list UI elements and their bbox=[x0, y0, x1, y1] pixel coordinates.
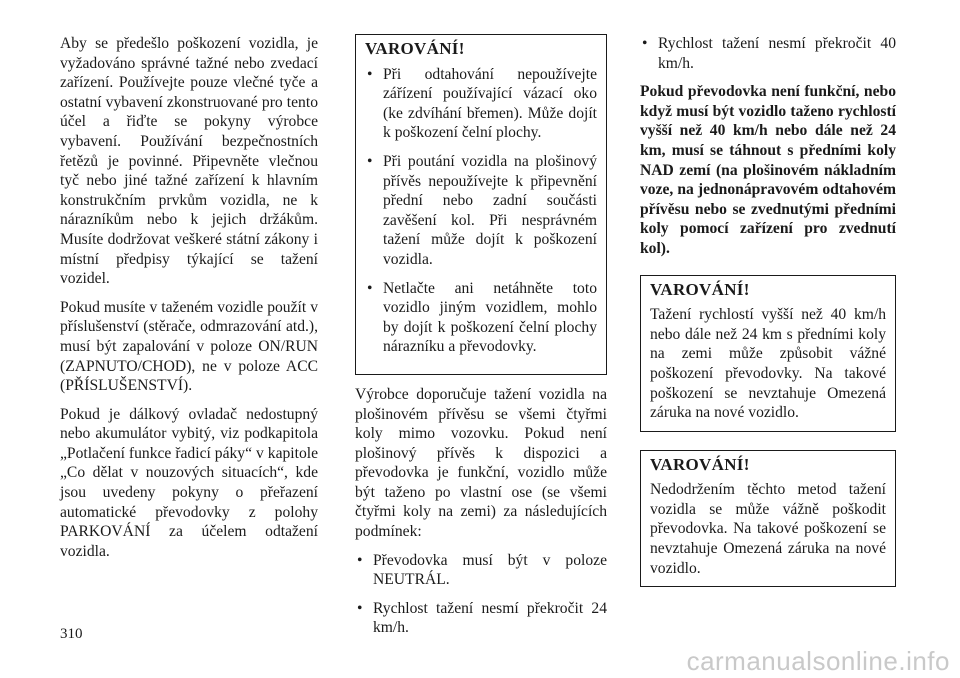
paragraph-flatbed-recommendation: Výrobce doporučuje tažení vozidla na plošinovém přívěsu se všemi čtyřmi koly mimo vozovku. Pokud není plošinový přívěs k dispozici a převodovka je funkční, vozidlo může být taženo po vlastní ose (se všemi čtyřmi koly na zemi) za následujících podmínek: bbox=[355, 385, 607, 541]
warning-title: VAROVÁNÍ! bbox=[650, 279, 750, 299]
bullet-icon: • bbox=[357, 551, 363, 569]
bullet-icon: • bbox=[367, 152, 373, 170]
list-item: • Rychlost tažení nesmí překročit 40 km/h. bbox=[642, 35, 896, 72]
list-item: • Netlačte ani netáhněte toto vozidlo jiným vozidlem, mohlo by dojít k poškození čelní plochy nárazníku a převodovky. bbox=[367, 279, 597, 356]
paragraph-towing-equipment: Aby se předešlo poškození vozidla, je vyžadováno správné tažné nebo zvedací zařízení. Používejte pouze vlečné tyče a ostatní vybavení zkonstruované pro tento účel a řiďte se pokyny výrobce vybavení. Používání bezpečnostních řetězů je povinné. Připevněte vlečnou tyč nebo jiné tažné zařízení k hlavním konstrukčním prvkům vozidla, ne k nárazníkům nebo k jejich držákům. Musíte dodržovat veškeré státní zákony i místní předpisy týkající se tažení vozidel. bbox=[60, 35, 318, 288]
page-number: 310 bbox=[60, 626, 83, 642]
warning-text: Tažení rychlostí vyšší než 40 km/h nebo dále než 24 km s předními koly na zemi může způsobit vážné poškození převodovky. Na takové poškození se nevztahuje Omezená záruka na nové vozidlo. bbox=[650, 306, 886, 422]
right-column bbox=[640, 34, 896, 605]
list-item: • Rychlost tažení nesmí překročit 24 km/h. bbox=[357, 599, 607, 637]
warning-title: VAROVÁNÍ! bbox=[650, 454, 750, 474]
list-item: • Při poutání vozidla na plošinový přívěs nepoužívejte k připevnění přední nebo zadní součásti zavěšení kol. Při nesprávném tažení může dojít k poškození vozidla. bbox=[367, 152, 597, 268]
warning-box bbox=[640, 275, 896, 432]
conditions-list bbox=[355, 551, 607, 638]
list-item: • Převodovka musí být v poloze NEUTRÁL. bbox=[357, 551, 607, 589]
warning-list bbox=[365, 65, 597, 357]
paragraph-remote-unavailable: Pokud je dálkový ovladač nedostupný nebo akumulátor vybitý, viz podkapitola „Potlačení funkce řadicí páky“ v kapitole „Co dělat v nouzových situacích“, kde jsou uvedeny pokyny o přeřazení automatické převodovky z polohy PARKOVÁNÍ za účelem odtažení vozidla. bbox=[60, 405, 318, 560]
middle-column bbox=[355, 34, 607, 647]
paragraph-transmission-failure: Pokud převodovka není funkční, nebo když musí být vozidlo taženo rychlostí vyšší než 40 km/h nebo dále než 24 km, musí se táhnout s předními koly NAD zemí (na plošinovém nákladním voze, na jednonápravovém odtahovém přívěsu nebo se zvednutými předními koly pomocí zařízení pro zvednutí kol). bbox=[640, 83, 896, 257]
bullet-icon: • bbox=[642, 35, 648, 52]
warning-box bbox=[640, 450, 896, 588]
bullet-icon: • bbox=[367, 65, 373, 83]
paragraph-ignition-position: Pokud musíte v taženém vozidle použít v příslušenství (stěrače, odmrazování atd.), musí být zapalování v poloze ON/RUN (ZAPNUTO/CHOD), ne v poloze ACC (PŘÍSLUŠENSTVÍ). bbox=[60, 298, 318, 395]
warning-title: VAROVÁNÍ! bbox=[365, 39, 465, 58]
bullet-icon: • bbox=[367, 279, 373, 297]
left-column bbox=[60, 34, 318, 570]
conditions-list-continued bbox=[640, 34, 896, 73]
warning-box bbox=[355, 34, 607, 375]
list-item: • Při odtahování nepoužívejte zářízení používající vázací oko (ke zdvíhání břemen). Může dojít k poškození čelní plochy. bbox=[367, 65, 597, 142]
warning-text: Nedodržením těchto metod tažení vozidla se může vážně poškodit převodovka. Na takové poškození se nevztahuje Omezená záruka na nové vozidlo. bbox=[650, 481, 886, 577]
watermark: carmanualsonline.info bbox=[686, 646, 950, 676]
bullet-icon: • bbox=[357, 599, 363, 617]
